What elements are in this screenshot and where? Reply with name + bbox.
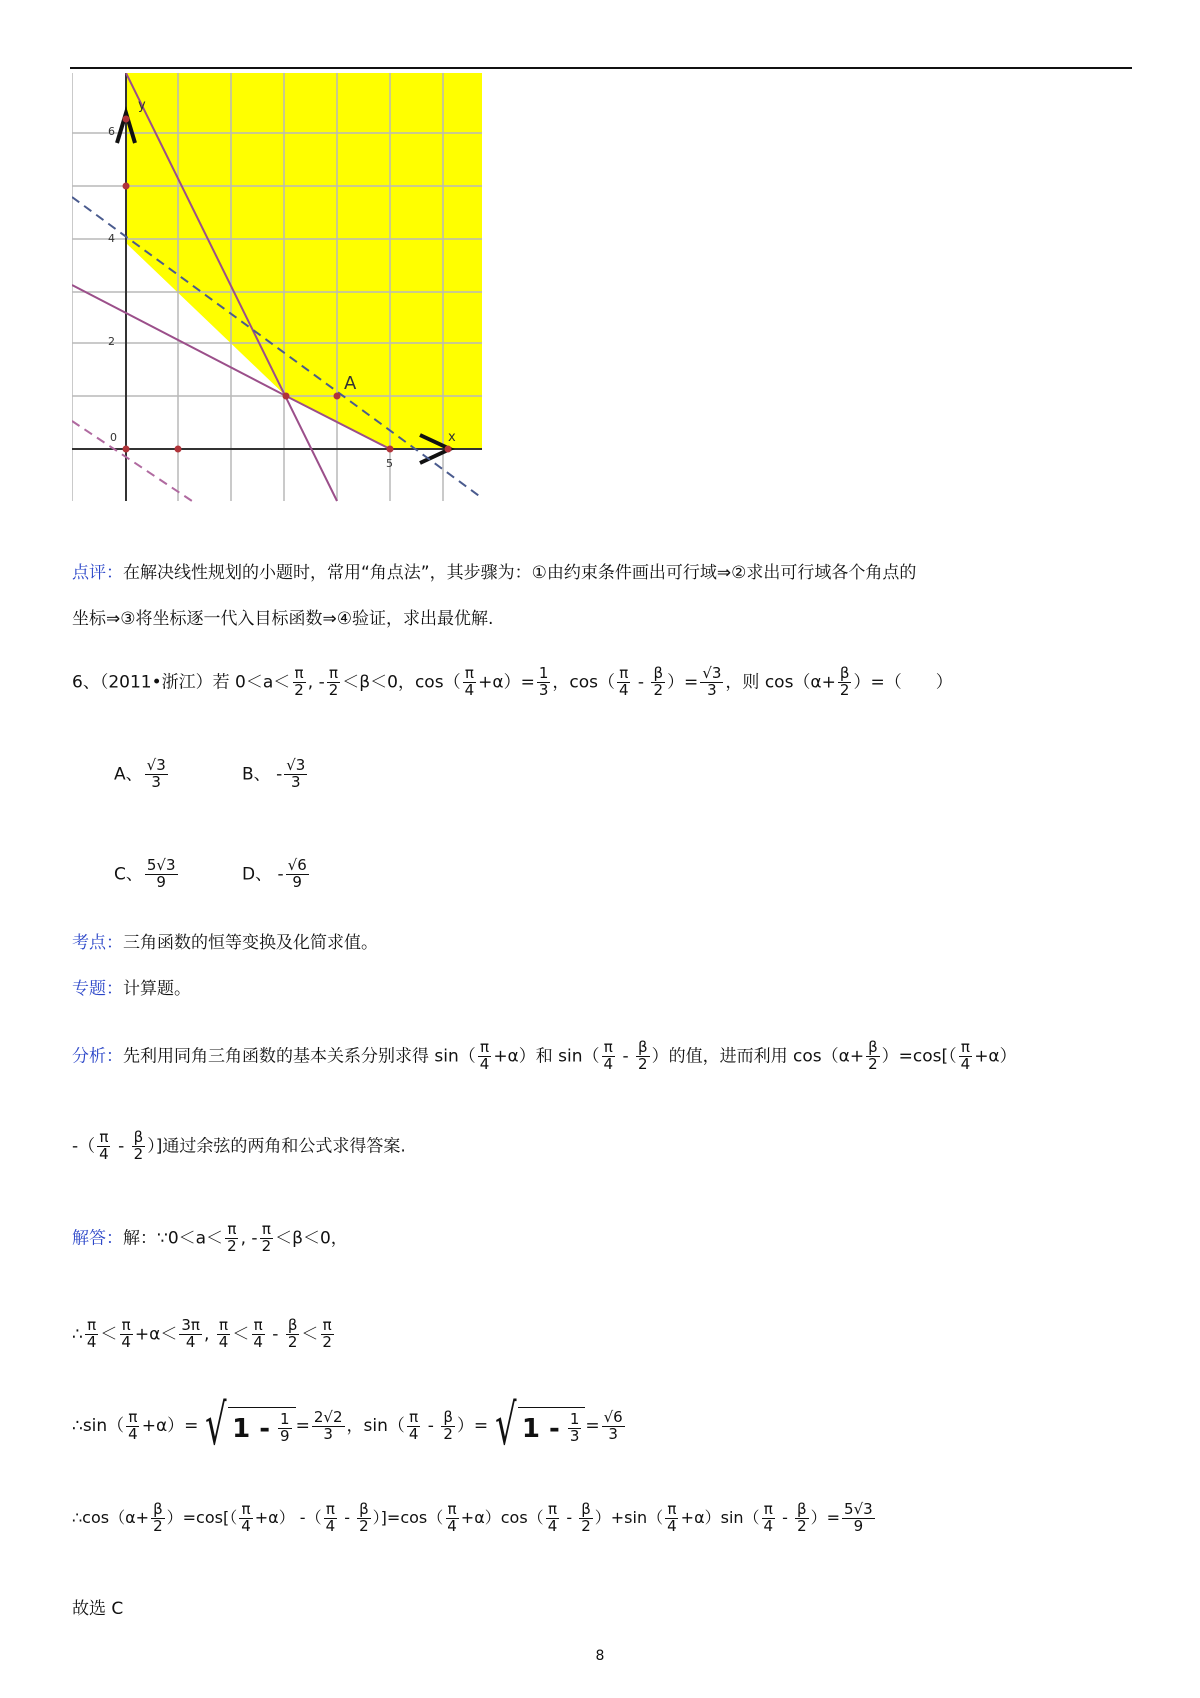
frac-pi-4: $\frac{\pi}{4}$ [960,1038,971,1073]
one-minus: 1 - [232,1413,271,1444]
fenxi-text: +α）和 sin（ [493,1046,600,1067]
jieda-text: +α＜ [134,1324,178,1345]
jieda-text: +α）sin（ [680,1507,760,1527]
frac-1-3: $\frac{1}{3}$ [538,664,549,699]
kaodian-label: 考点： [72,933,123,953]
jieda-label: 解答： [72,1228,123,1249]
kaodian-line [72,928,378,953]
frac-beta-2: $\frac{\beta}{2}$ [133,1128,144,1163]
x-axis-label: x [448,430,456,445]
final-answer [72,1594,123,1619]
frac-sqrt3-3: $\frac{√3}{3}$ [702,664,722,699]
frac-sqrt6-9: $\frac{√6}{9}$ [287,856,307,891]
jieda-text: +α）cos（ [460,1507,544,1527]
option-c[interactable] [114,858,180,891]
fenxi-text: 先利用同角三角函数的基本关系分别求得 sin（ [123,1046,476,1067]
option-c-label: C、 [114,864,143,885]
frac-pi-4: $\frac{\pi}{4}$ [218,1316,229,1351]
q6-text: ，cos（ [552,672,615,693]
frac-pi-4: $\frac{\pi}{4}$ [408,1407,419,1443]
frac-sqrt3-3: $\frac{√3}{3}$ [146,756,166,791]
option-d[interactable] [242,858,311,891]
q6-text: ）=（ ） [853,672,953,693]
y-tick-2: 2 [108,335,115,348]
page-number: 8 [595,1648,605,1664]
jieda-line-3 [72,1393,627,1458]
jieda-text: ）= [810,1507,841,1527]
jieda-text: ∴cos（α+ [72,1507,150,1527]
jieda-text: ）]=cos（ [372,1507,444,1527]
frac-pi-4: $\frac{\pi}{4}$ [253,1316,263,1351]
question-6 [72,666,953,699]
jieda-text: - [422,1416,440,1436]
kaodian-text: 三角函数的恒等变换及化简求值。 [123,933,378,953]
frac-pi-4: $\frac{\pi}{4}$ [128,1407,138,1443]
review-line-1 [72,558,916,583]
frac-pi-2: $\frac{\pi}{2}$ [322,1316,332,1351]
q6-text: ＜β＜0，cos（ [342,672,461,693]
y-tick-4: 4 [108,232,115,245]
sqrt-expression: √ 1 - $\frac{1}{3}$ [488,1398,585,1454]
option-b[interactable] [242,758,309,791]
frac-pi-4: $\frac{\pi}{4}$ [547,1500,558,1535]
sqrt-expression: √ 1 - $\frac{1}{9}$ [198,1398,295,1454]
frac-1-3: $\frac{1}{3}$ [569,1410,580,1445]
frac-pi-4: $\frac{\pi}{4}$ [241,1500,251,1535]
frac-pi-4: $\frac{\pi}{4}$ [325,1500,336,1535]
frac-pi-4: $\frac{\pi}{4}$ [667,1500,677,1535]
header-rule [70,67,1132,69]
frac-5sqrt3-9: $\frac{5√3}{9}$ [146,856,176,891]
q6-text: , - [307,672,325,693]
jieda-text: ＜ [301,1324,319,1345]
frac-pi-4: $\frac{\pi}{4}$ [86,1316,97,1351]
fenxi-label: 分析： [72,1046,123,1067]
jieda-text: ）+sin（ [594,1507,664,1527]
frac-beta-2: $\frac{\beta}{2}$ [443,1407,453,1443]
frac-pi-4: $\frac{\pi}{4}$ [121,1316,131,1351]
frac-beta-2: $\frac{\beta}{2}$ [287,1316,298,1351]
frac-pi-4: $\frac{\pi}{4}$ [479,1038,490,1073]
frac-pi-4: $\frac{\pi}{4}$ [99,1128,109,1163]
jieda-text: ）= [456,1416,489,1436]
zhuanti-label: 专题： [72,979,123,999]
q6-prefix: 6、（2011•浙江）若 0＜a＜ [72,672,291,693]
fenxi-text: +α） [974,1046,1017,1067]
q6-text: +α）= [478,672,535,693]
zhuanti-line [72,974,191,999]
jieda-text: = [585,1416,600,1436]
jieda-line-2 [72,1318,336,1351]
frac-pi-2: $\frac{\pi}{2}$ [294,664,304,699]
frac-beta-2: $\frac{\beta}{2}$ [868,1038,878,1073]
jieda-text: - [266,1324,284,1345]
frac-beta-2: $\frac{\beta}{2}$ [839,664,850,699]
frac-beta-2: $\frac{\beta}{2}$ [653,664,664,699]
origin-label: 0 [110,431,117,444]
jieda-text: 解：∵0＜a＜ [123,1228,224,1249]
frac-pi-2: $\frac{\pi}{2}$ [261,1220,272,1255]
frac-pi-4: $\frac{\pi}{4}$ [464,664,475,699]
jieda-text: +α）= [141,1416,199,1436]
frac-pi-4: $\frac{\pi}{4}$ [618,664,629,699]
frac-pi-4: $\frac{\pi}{4}$ [447,1500,457,1535]
review-text-2: 坐标⇒③将坐标逐一代入目标函数⇒④验证，求出最优解. [72,609,494,629]
fenxi-text: ）=cos[（ [881,1046,957,1067]
q6-text: ，则 cos（α+ [725,672,836,693]
frac-5sqrt3-9: $\frac{5√3}{9}$ [844,1500,873,1535]
frac-beta-2: $\frac{\beta}{2}$ [153,1500,163,1535]
objective-dashed-line-lower [72,421,192,501]
jieda-text: ∴sin（ [72,1416,125,1436]
frac-beta-2: $\frac{\beta}{2}$ [797,1500,807,1535]
one-minus: 1 - [521,1413,560,1444]
frac-pi-4: $\frac{\pi}{4}$ [763,1500,774,1535]
zhuanti-text: 计算题。 [123,979,191,999]
option-a[interactable] [114,758,170,791]
option-d-label: D、 - [242,864,284,885]
y-tick-6: 6 [108,125,115,138]
fenxi-text: ）]通过余弦的两角和公式求得答案. [147,1136,406,1157]
feasible-region-figure [72,73,527,545]
frac-pi-2: $\frac{\pi}{2}$ [328,664,339,699]
frac-pi-2: $\frac{\pi}{2}$ [227,1220,237,1255]
jieda-text: = [295,1416,310,1436]
jieda-text: , - [240,1228,258,1249]
jieda-line-1 [72,1222,348,1255]
jieda-text: ）=cos[（ [166,1507,238,1527]
frac-sqrt3-3: $\frac{√3}{3}$ [286,756,306,791]
x-tick-5: 5 [386,457,393,470]
jieda-text: ∴ [72,1324,83,1345]
frac-beta-2: $\frac{\beta}{2}$ [581,1500,591,1535]
jieda-text: +α） -（ [254,1507,322,1527]
jieda-text: - [777,1507,794,1527]
jieda-line-4 [72,1502,877,1535]
fenxi-text: -（ [72,1136,96,1157]
frac-beta-2: $\frac{\beta}{2}$ [638,1038,648,1073]
frac-pi-4: $\frac{\pi}{4}$ [603,1038,614,1073]
y-axis-label: y [138,98,146,113]
review-text-1: 在解决线性规划的小题时，常用“角点法”，其步骤为：①由约束条件画出可行域⇒②求出可行域各个角点的 [123,563,917,583]
frac-1-9: $\frac{1}{9}$ [280,1410,290,1445]
fenxi-text: ）的值，进而利用 cos（α+ [651,1046,865,1067]
feasible-region [126,73,482,448]
review-line-2 [72,604,493,629]
frac-beta-2: $\frac{\beta}{2}$ [359,1500,369,1535]
point-a-label: A [344,373,357,394]
q6-text: ）= [667,672,699,693]
jieda-text: ＜ [100,1324,118,1345]
q6-text: - [632,672,650,693]
frac-sqrt6-3: $\frac{√6}{3}$ [603,1407,623,1443]
frac-2sqrt2-3: $\frac{2√2}{3}$ [313,1407,343,1443]
jieda-text: - [561,1507,578,1527]
jieda-text: - [339,1507,356,1527]
review-label: 点评： [72,563,123,583]
final-answer-text: 故选 C [72,1599,124,1619]
fenxi-text: - [112,1136,130,1157]
fenxi-line-1 [72,1040,1017,1073]
option-b-label: B、 - [242,764,283,785]
jieda-text: ，sin（ [346,1416,405,1436]
jieda-text: ＜β＜0， [275,1228,348,1249]
option-a-label: A、 [114,764,143,785]
fenxi-line-2 [72,1130,406,1163]
frac-3pi-4: $\frac{3\pi}{4}$ [181,1316,200,1351]
jieda-text: , [203,1324,215,1345]
jieda-text: ＜ [232,1324,250,1345]
fenxi-text: - [617,1046,635,1067]
